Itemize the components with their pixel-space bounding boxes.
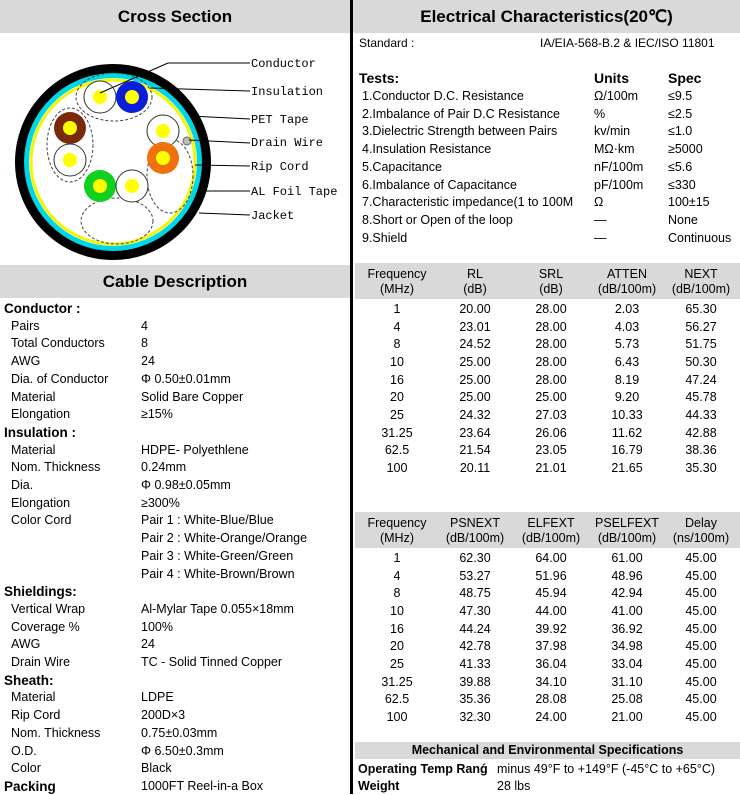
- table-cell: 39.92: [535, 621, 567, 636]
- column-header-line: Frequency: [367, 267, 427, 281]
- description-value: 24: [141, 354, 155, 369]
- table-row: [357, 673, 737, 691]
- column-header-line: (dB/100m): [671, 282, 731, 296]
- test-spec: ≥5000: [668, 142, 703, 157]
- table-cell: 1: [393, 301, 401, 316]
- table-cell: 62.30: [459, 550, 491, 565]
- units-heading: Units: [594, 70, 629, 86]
- description-section-heading: Packing: [4, 778, 56, 794]
- table-cell: 100: [386, 710, 408, 725]
- table-cell: 33.04: [611, 656, 643, 671]
- table-cell: 21.01: [535, 461, 567, 476]
- description-label: AWG: [11, 637, 41, 652]
- table-cell: 45.00: [685, 656, 717, 671]
- column-header-line: (ns/100m): [672, 531, 730, 545]
- column-header: [513, 513, 589, 549]
- weight-value: 28 lbs: [497, 779, 531, 793]
- table-row: [357, 567, 737, 585]
- table-cell: 2.03: [614, 301, 640, 316]
- description-label: Color: [11, 761, 41, 776]
- description-value: 24: [141, 637, 155, 652]
- table-cell: 51.75: [685, 337, 717, 352]
- test-name: 4.Insulation Resistance: [362, 142, 492, 157]
- table-cell: 37.98: [535, 639, 567, 654]
- description-value: HDPE- Polyethlene: [141, 442, 249, 457]
- description-label: AWG: [11, 354, 41, 369]
- description-value: 8: [141, 336, 148, 351]
- table-cell: 45.00: [685, 710, 717, 725]
- table-cell: 23.01: [459, 319, 491, 334]
- table-cell: 25: [390, 656, 404, 671]
- operating-temp-label: Operating Temp Ranǵ: [358, 762, 488, 776]
- table-cell: 47.30: [459, 603, 491, 618]
- description-label: Dia.: [11, 478, 34, 492]
- cable-description-header: [0, 265, 350, 298]
- description-value: Φ 0.50±0.01mm: [141, 371, 231, 386]
- test-spec: ≤1.0: [668, 124, 693, 139]
- column-header: [665, 264, 737, 300]
- table-cell: 45.00: [685, 692, 717, 707]
- column-header-line: ATTEN: [606, 267, 648, 281]
- cross-section-header: [0, 0, 350, 33]
- table-cell: 10: [390, 603, 404, 618]
- table-cell: 34.10: [535, 674, 567, 689]
- column-header-line: PSNEXT: [449, 516, 500, 530]
- test-spec: ≤9.5: [668, 89, 693, 103]
- description-value: 1000FT Reel-in-a Box: [141, 778, 264, 793]
- table-cell: 45.00: [685, 674, 717, 689]
- column-divider: [350, 0, 353, 794]
- table-cell: 36.04: [535, 656, 567, 671]
- test-spec: ≤5.6: [668, 159, 693, 174]
- table-cell: 64.00: [535, 550, 567, 565]
- label-insulation: Insulation: [251, 85, 324, 99]
- table-cell: 8: [393, 337, 401, 352]
- column-header-line: NEXT: [684, 267, 718, 281]
- test-name: 3.Dielectric Strength between Pairs: [362, 124, 558, 139]
- column-header-line: RL: [467, 267, 483, 281]
- drain-wire-dot: [183, 137, 191, 145]
- description-value: ≥300%: [141, 495, 180, 510]
- label-al-foil-tape: AL Foil Tape: [251, 185, 338, 199]
- table-cell: 4: [393, 319, 401, 334]
- test-unit: nF/100m: [594, 159, 644, 174]
- mechanical-title: Mechanical and Environmental Specifications: [411, 743, 684, 757]
- table-cell: 9.20: [614, 390, 640, 405]
- column-header-line: (dB/100m): [445, 531, 505, 545]
- table-cell: 25.00: [459, 390, 491, 405]
- test-name: 9.Shield: [362, 230, 408, 245]
- column-header-line: (MHz): [379, 282, 414, 296]
- table-row: [357, 353, 737, 371]
- table-row: [357, 655, 737, 673]
- table-cell: 27.03: [535, 407, 567, 422]
- table-cell: 23.05: [535, 443, 567, 458]
- table-cell: 61.00: [611, 550, 643, 565]
- table-cell: 45.00: [685, 568, 717, 583]
- test-name: 2.Imbalance of Pair D.C Resistance: [362, 106, 561, 121]
- table-cell: 5.73: [614, 337, 640, 352]
- tests-heading: Tests:: [359, 70, 400, 86]
- description-value: 0.24mm: [141, 460, 187, 475]
- column-header-line: Frequency: [367, 516, 427, 530]
- table-cell: 31.25: [381, 674, 413, 689]
- description-value: ≥15%: [141, 407, 173, 422]
- table-cell: 16.79: [611, 443, 643, 458]
- table-cell: 25.00: [459, 354, 491, 369]
- description-label: Vertical Wrap: [11, 601, 86, 616]
- description-value: 0.75±0.03mm: [141, 725, 218, 740]
- description-label: Elongation: [11, 495, 71, 510]
- test-spec: 100±15: [668, 195, 710, 210]
- description-section-heading: Insulation :: [4, 424, 76, 440]
- table-cell: 53.27: [459, 568, 491, 583]
- test-unit: MΩ·km: [594, 142, 635, 157]
- psnext-elfext-delay-table: [357, 513, 737, 726]
- table-row: [357, 708, 737, 726]
- table-row: [357, 620, 737, 638]
- table-cell: 25: [390, 407, 404, 422]
- description-value: Φ 0.98±0.05mm: [141, 478, 231, 492]
- description-label: Coverage %: [11, 619, 80, 634]
- table-cell: 44.33: [685, 407, 717, 422]
- test-name: 7.Characteristic impedance(1 to 100M: [362, 195, 574, 210]
- table-row: [357, 335, 737, 353]
- table-cell: 26.06: [535, 425, 567, 440]
- table-cell: 62.5: [384, 443, 410, 458]
- description-label: Elongation: [11, 407, 71, 422]
- table-cell: 65.30: [685, 301, 717, 316]
- column-header-line: (dB): [539, 282, 563, 296]
- description-value: Φ 6.50±0.3mm: [141, 743, 224, 758]
- description-value: 100%: [141, 619, 173, 634]
- description-section-heading: Sheath:: [4, 672, 54, 688]
- table-cell: 45.78: [685, 390, 717, 405]
- description-label: Pairs: [11, 318, 40, 333]
- table-row: [357, 637, 737, 655]
- label-pet-tape: PET Tape: [251, 113, 309, 127]
- table-cell: 24.32: [459, 407, 491, 422]
- table-cell: 6.43: [614, 354, 640, 369]
- table-cell: 42.94: [611, 586, 643, 601]
- table-cell: 8.19: [614, 372, 640, 387]
- description-value: Al-Mylar Tape 0.055×18mm: [141, 601, 294, 616]
- standard-value: IA/EIA-568-B.2 & IEC/ISO 11801: [540, 36, 715, 50]
- table-cell: 20: [390, 390, 404, 405]
- table-cell: 45.00: [685, 621, 717, 636]
- column-header-line: Delay: [685, 516, 717, 530]
- description-label: Nom. Thickness: [11, 460, 101, 475]
- column-header: [437, 513, 513, 549]
- table-cell: 25.00: [535, 390, 567, 405]
- description-label: Drain Wire: [11, 655, 71, 669]
- table-cell: 10.33: [611, 407, 643, 422]
- column-header-line: (dB/100m): [521, 531, 581, 545]
- description-value: Pair 2 : White-Orange/Orange: [141, 531, 308, 546]
- description-label: Color Cord: [11, 513, 72, 528]
- column-header-line: (MHz): [379, 531, 414, 545]
- table-cell: 28.00: [535, 354, 567, 369]
- table-cell: 48.75: [459, 586, 491, 601]
- table-row: [357, 300, 737, 318]
- column-header-line: (dB/100m): [597, 531, 657, 545]
- column-header: [665, 513, 737, 549]
- table-cell: 31.10: [611, 674, 643, 689]
- test-unit: pF/100m: [594, 177, 644, 192]
- table-row: [357, 318, 737, 336]
- cable-cross-section-diagram: [0, 33, 350, 263]
- table-cell: 21.00: [611, 710, 643, 725]
- table-cell: 42.78: [459, 639, 491, 654]
- table-cell: 45.00: [685, 603, 717, 618]
- table-cell: 38.36: [685, 443, 717, 458]
- description-value: Pair 1 : White-Blue/Blue: [141, 513, 274, 528]
- table-cell: 62.5: [384, 692, 410, 707]
- table-cell: 16: [390, 372, 404, 387]
- table-cell: 45.00: [685, 639, 717, 654]
- electrical-header: [353, 0, 740, 33]
- table-cell: 10: [390, 354, 404, 369]
- table-cell: 36.92: [611, 621, 643, 636]
- test-name: 6.Imbalance of Capacitance: [362, 177, 517, 192]
- test-name: 8.Short or Open of the loop: [362, 212, 513, 227]
- table-cell: 28.00: [535, 337, 567, 352]
- cable-description-title: Cable Description: [102, 272, 248, 291]
- description-label: Dia. of Conductor: [11, 371, 109, 386]
- description-label: Total Conductors: [11, 336, 105, 351]
- test-spec: ≤2.5: [668, 106, 693, 121]
- table-cell: 24.00: [535, 710, 567, 725]
- electrical-title: Electrical Characteristics(20℃): [420, 7, 673, 26]
- test-unit: %: [594, 106, 606, 121]
- table-row: [357, 442, 737, 460]
- column-header-line: (dB/100m): [597, 282, 657, 296]
- test-unit: kv/min: [594, 124, 631, 139]
- description-value: 4: [141, 318, 148, 333]
- standard-label: Standard :: [359, 36, 415, 50]
- table-row: [357, 602, 737, 620]
- description-value: Pair 4 : White-Brown/Brown: [141, 566, 295, 581]
- column-header-line: SRL: [538, 267, 564, 281]
- test-name: 1.Conductor D.C. Resistance: [362, 89, 524, 103]
- test-spec: ≤330: [668, 177, 696, 192]
- table-cell: 31.25: [381, 425, 413, 440]
- table-cell: 44.24: [459, 621, 491, 636]
- description-section-heading: Conductor :: [4, 301, 81, 316]
- table-cell: 48.96: [611, 568, 643, 583]
- table-cell: 51.96: [535, 568, 567, 583]
- table-cell: 20.00: [459, 301, 491, 316]
- table-cell: 28.00: [535, 372, 567, 387]
- rl-atten-next-table: [357, 264, 737, 477]
- description-label: Nom. Thickness: [11, 725, 101, 740]
- table-cell: 39.88: [459, 674, 491, 689]
- table-cell: 28.00: [535, 301, 567, 316]
- operating-temp-value: minus 49°F to +149°F (-45°C to +65°C): [497, 762, 716, 776]
- table-cell: 45.94: [535, 586, 567, 601]
- test-unit: Ω: [594, 195, 604, 210]
- column-header: [589, 264, 665, 300]
- column-header-line: (dB): [463, 282, 487, 296]
- column-header: [357, 513, 437, 549]
- cross-section-labels: [251, 57, 337, 223]
- description-value: LDPE: [141, 690, 174, 705]
- table-cell: 28.08: [535, 692, 567, 707]
- table-cell: 32.30: [459, 710, 491, 725]
- description-label: Material: [11, 442, 56, 457]
- test-unit: —: [594, 212, 607, 227]
- label-rip-cord: Rip Cord: [251, 160, 309, 174]
- table-cell: 41.33: [459, 656, 491, 671]
- table-row: [357, 549, 737, 567]
- test-unit: Ω/100m: [594, 89, 639, 103]
- description-label: Material: [11, 690, 56, 705]
- test-spec: None: [668, 212, 698, 227]
- table-cell: 16: [390, 621, 404, 636]
- table-cell: 24.52: [459, 337, 491, 352]
- table-cell: 41.00: [611, 603, 643, 618]
- label-conductor: Conductor: [251, 57, 316, 71]
- table-cell: 45.00: [685, 550, 717, 565]
- mechanical-header: [355, 742, 740, 759]
- table-cell: 56.27: [685, 319, 717, 334]
- table-row: [357, 691, 737, 709]
- table-cell: 4.03: [614, 319, 640, 334]
- table-cell: 47.24: [685, 372, 717, 387]
- table-cell: 21.65: [611, 461, 643, 476]
- table-row: [357, 388, 737, 406]
- table-cell: 4: [393, 568, 401, 583]
- test-unit: —: [594, 230, 607, 245]
- table-cell: 45.00: [685, 586, 717, 601]
- column-header-line: ELFEXT: [527, 516, 575, 530]
- column-header-line: PSELFEXT: [595, 516, 659, 530]
- table-cell: 25.00: [459, 372, 491, 387]
- column-header: [589, 513, 665, 549]
- description-label: O.D.: [11, 743, 37, 758]
- description-label: Rip Cord: [11, 708, 61, 723]
- spec-heading: Spec: [668, 70, 702, 86]
- weight-label: Weight: [358, 779, 400, 793]
- description-section-heading: Shieldings:: [4, 584, 77, 600]
- label-jacket: Jacket: [251, 209, 295, 223]
- table-row: [357, 406, 737, 424]
- table-cell: 100: [386, 461, 408, 476]
- description-value: Solid Bare Copper: [141, 389, 244, 404]
- table-row: [357, 459, 737, 477]
- table-cell: 21.54: [459, 443, 491, 458]
- table-row: [357, 584, 737, 602]
- table-row: [357, 424, 737, 442]
- table-cell: 8: [393, 586, 401, 601]
- table-cell: 1: [393, 550, 401, 565]
- table-cell: 44.00: [535, 603, 567, 618]
- table-cell: 25.08: [611, 692, 643, 707]
- table-cell: 20.11: [459, 461, 491, 476]
- table-cell: 11.62: [611, 425, 643, 440]
- description-label: Material: [11, 389, 56, 404]
- table-cell: 20: [390, 639, 404, 654]
- description-value: Black: [141, 761, 172, 776]
- table-cell: 23.64: [459, 425, 491, 440]
- table-cell: 35.36: [459, 692, 491, 707]
- column-header: [357, 264, 437, 300]
- column-header: [513, 264, 589, 300]
- table-cell: 42.88: [685, 425, 717, 440]
- cross-section-title: Cross Section: [117, 7, 233, 26]
- table-row: [357, 371, 737, 389]
- description-value: Pair 3 : White-Green/Green: [141, 548, 294, 563]
- description-value: 200D×3: [141, 708, 186, 723]
- table-cell: 50.30: [685, 354, 717, 369]
- column-header: [437, 264, 513, 300]
- description-value: TC - Solid Tinned Copper: [141, 655, 283, 669]
- test-spec: Continuous: [668, 230, 732, 245]
- table-cell: 34.98: [611, 639, 643, 654]
- table-cell: 35.30: [685, 461, 717, 476]
- label-drain-wire: Drain Wire: [251, 136, 324, 150]
- table-cell: 28.00: [535, 319, 567, 334]
- test-name: 5.Capacitance: [362, 159, 442, 174]
